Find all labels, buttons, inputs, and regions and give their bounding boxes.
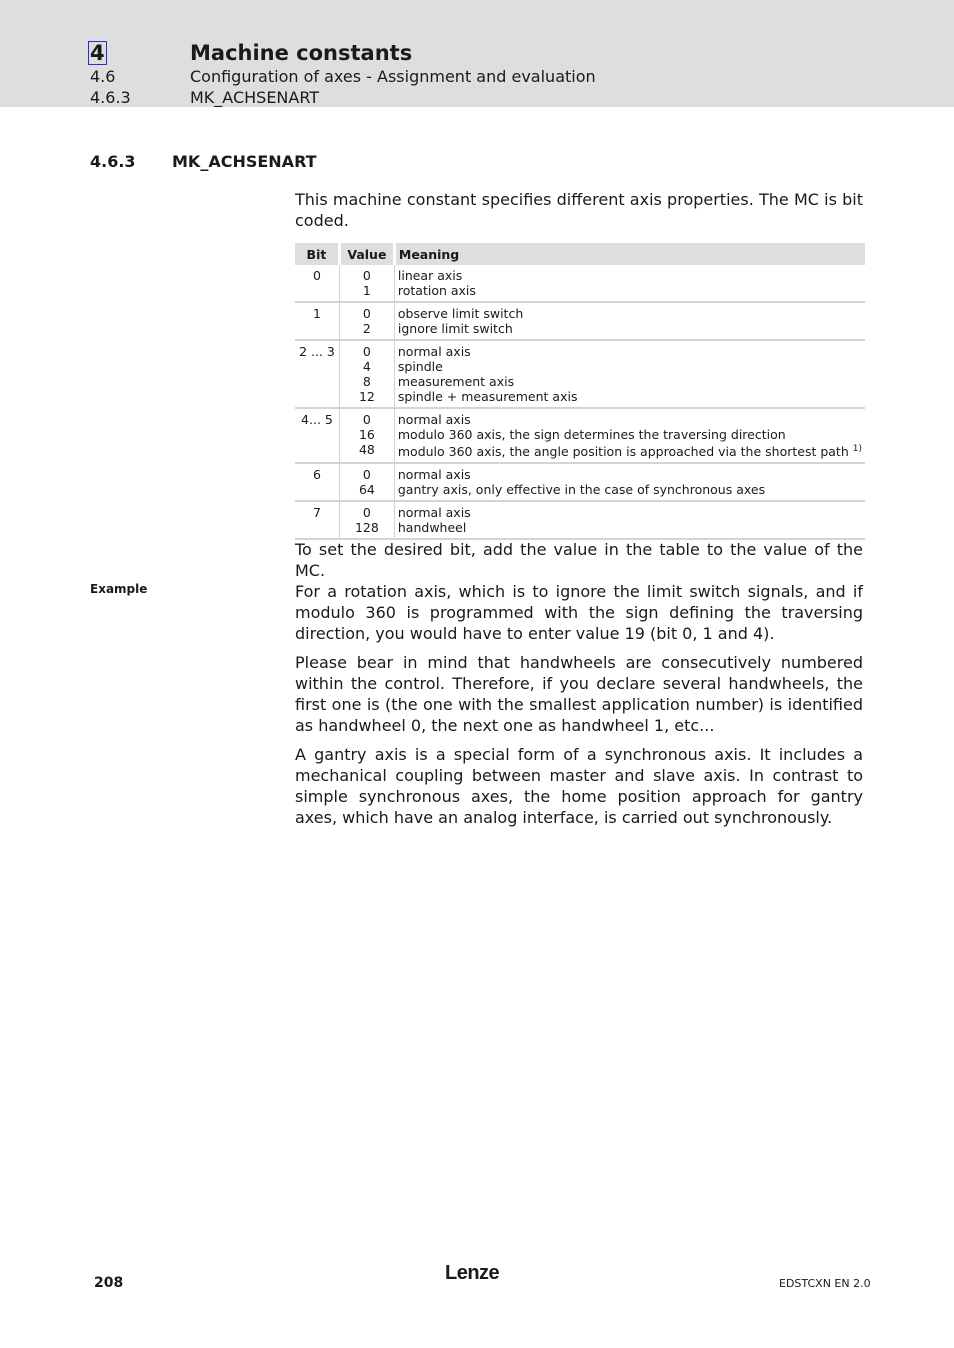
document-id: EDSTCXN EN 2.0 (779, 1277, 871, 1290)
meaning-item: modulo 360 axis, the sign determines the traversing direction (397, 427, 786, 442)
chapter-title: Machine constants (190, 41, 413, 65)
meaning-item: rotation axis (397, 283, 476, 298)
meaning-item: normal axis (397, 344, 471, 359)
value-item: 48 (358, 442, 375, 457)
header-value: Value (339, 243, 394, 265)
cell-values (339, 302, 394, 340)
cell-values (339, 501, 394, 539)
value-item: 0 (362, 306, 371, 321)
sub1-title: Configuration of axes - Assignment and evaluation (190, 67, 596, 86)
table-row (295, 501, 865, 539)
cell-bit: 7 (295, 501, 339, 539)
intro-paragraph: This machine constant specifies different axis properties. The MC is bit coded. (295, 190, 863, 230)
cell-values (339, 463, 394, 501)
sub1-number: 4.6 (90, 67, 116, 86)
table-row (295, 340, 865, 408)
cell-bit: 6 (295, 463, 339, 501)
after-table-paragraph: To set the desired bit, add the value in the table to the value of the MC. (295, 540, 863, 580)
meaning-item: spindle (397, 359, 443, 374)
value-item: 4 (362, 359, 371, 374)
value-item: 8 (362, 374, 371, 389)
header-bit: Bit (295, 243, 339, 265)
value-item: 12 (358, 389, 375, 404)
meaning-item: observe limit switch (397, 306, 524, 321)
cell-bit: 2 ... 3 (295, 340, 339, 408)
page-number: 208 (94, 1275, 124, 1291)
footnote-mark: 1) (852, 444, 862, 454)
cell-bit: 4... 5 (295, 408, 339, 463)
cell-bit: 1 (295, 302, 339, 340)
handwheel-paragraph: Please bear in mind that handwheels are consecutively numbered within the control. Therefore, if you declare several handwheels, the first one is (the one with the smallest application number) is identified as handwheel 0, the next one as handwheel 1, etc... (295, 653, 863, 735)
table-row (295, 408, 865, 463)
cell-meanings (394, 463, 865, 501)
meaning-item: normal axis (397, 412, 471, 427)
table-row (295, 302, 865, 340)
value-item: 1 (362, 283, 371, 298)
value-item: 0 (362, 268, 371, 283)
value-item: 64 (358, 482, 375, 498)
table-header-row (295, 243, 865, 265)
header-meaning: Meaning (394, 243, 865, 265)
bit-value-table (295, 243, 865, 540)
cell-values (339, 340, 394, 408)
meaning-item: normal axis (397, 505, 471, 521)
value-item: 0 (362, 505, 371, 521)
meaning-item: handwheel (397, 520, 467, 536)
lenze-logo: Lenze (445, 1262, 500, 1284)
meaning-item: linear axis (397, 268, 463, 283)
meaning-item: normal axis (397, 467, 471, 483)
chapter-number-link[interactable]: 4 (90, 41, 105, 65)
cell-values (339, 265, 394, 302)
meaning-text: modulo 360 axis, the angle position is approached via the shortest path (397, 444, 849, 460)
value-item: 0 (362, 344, 371, 359)
value-item: 128 (354, 520, 379, 536)
meaning-item: spindle + measurement axis (397, 389, 578, 404)
cell-meanings (394, 265, 865, 302)
value-item: 16 (358, 427, 375, 442)
meaning-item: measurement axis (397, 374, 515, 389)
example-paragraph: For a rotation axis, which is to ignore the limit switch signals, and if modulo 360 is programmed with the sign defining the traversing direction, you would have to enter value 19 (bit 0, 1 and 4). (295, 582, 863, 643)
value-item: 2 (362, 321, 371, 336)
value-item: 0 (362, 467, 371, 483)
cell-values (339, 408, 394, 463)
header-band (0, 0, 954, 107)
value-item: 0 (362, 412, 371, 427)
cell-bit: 0 (295, 265, 339, 302)
table-row (295, 265, 865, 302)
example-label: Example (90, 582, 148, 596)
sub2-title: MK_ACHSENART (190, 88, 320, 107)
cell-meanings (394, 302, 865, 340)
cell-meanings (394, 408, 865, 463)
sub2-number: 4.6.3 (90, 88, 131, 107)
cell-meanings (394, 340, 865, 408)
section-title: MK_ACHSENART (172, 152, 317, 171)
meaning-item (398, 442, 862, 459)
gantry-paragraph: A gantry axis is a special form of a synchronous axis. It includes a mechanical coupling between master and slave axis. In contrast to simple synchronous axes, the home position approach for gantry axes, which have an analog interface, is carried out synchronously. (295, 745, 863, 827)
meaning-item: ignore limit switch (397, 321, 513, 336)
cell-meanings (394, 501, 865, 539)
meaning-item: gantry axis, only effective in the case of synchronous axes (397, 482, 766, 498)
section-number: 4.6.3 (90, 152, 136, 171)
table-row (295, 463, 865, 501)
